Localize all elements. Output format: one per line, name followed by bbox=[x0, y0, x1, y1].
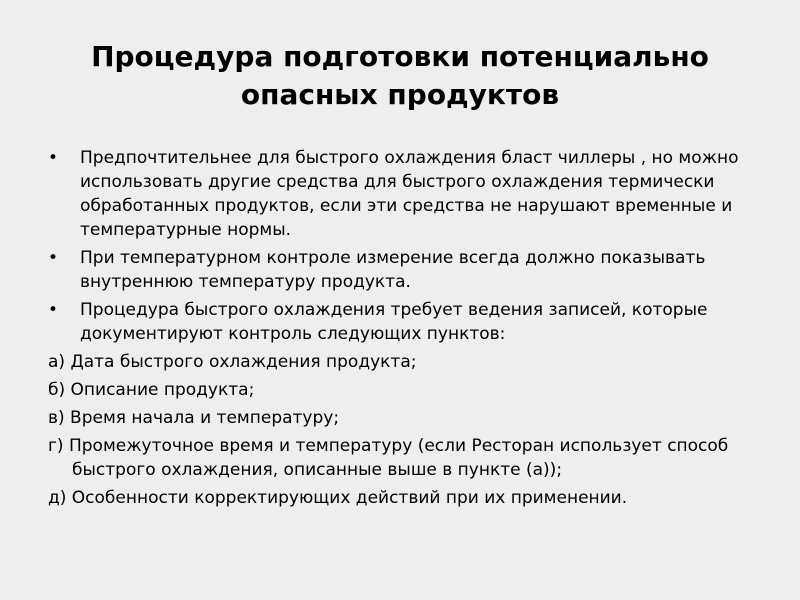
record-item-date: а) Дата быстрого охлаждения продукта; bbox=[48, 352, 417, 372]
record-item-description: б) Описание продукта; bbox=[48, 380, 255, 400]
record-item-intermediate-time: г) Промежуточное время и температуру (если Ресторан использует способ быстрого охлаждения, описанные выше в пункте (а)); bbox=[48, 436, 729, 480]
slide-content bbox=[48, 146, 768, 514]
bullet-text: Процедура быстрого охлаждения требует ведения записей, которые документируют контроль следующих пунктов: bbox=[80, 300, 708, 344]
bullet-item-blast-chillers bbox=[48, 146, 768, 242]
bullet-text: При температурном контроле измерение всегда должно показывать внутреннюю температуру продукта. bbox=[80, 248, 706, 292]
bullet-item-record-keeping bbox=[48, 298, 768, 346]
bullet-marker: • bbox=[48, 248, 59, 268]
bullet-list bbox=[48, 146, 768, 346]
record-item-corrective-actions: д) Особенности корректирующих действий при их применении. bbox=[48, 488, 628, 508]
bullet-marker: • bbox=[48, 148, 59, 168]
record-item-start-time: в) Время начала и температуру; bbox=[48, 408, 340, 428]
slide-title: Процедура подготовки потенциально опасных продуктов bbox=[91, 40, 709, 111]
record-items-list bbox=[48, 350, 768, 510]
bullet-item-temperature-control bbox=[48, 246, 768, 294]
bullet-text: Предпочтительнее для быстрого охлаждения бласт чиллеры , но можно использовать другие средства для быстрого охлаждения термически обработанных продуктов, если эти средства не нарушают временные и температурные нормы. bbox=[80, 148, 739, 240]
bullet-marker: • bbox=[48, 300, 59, 320]
